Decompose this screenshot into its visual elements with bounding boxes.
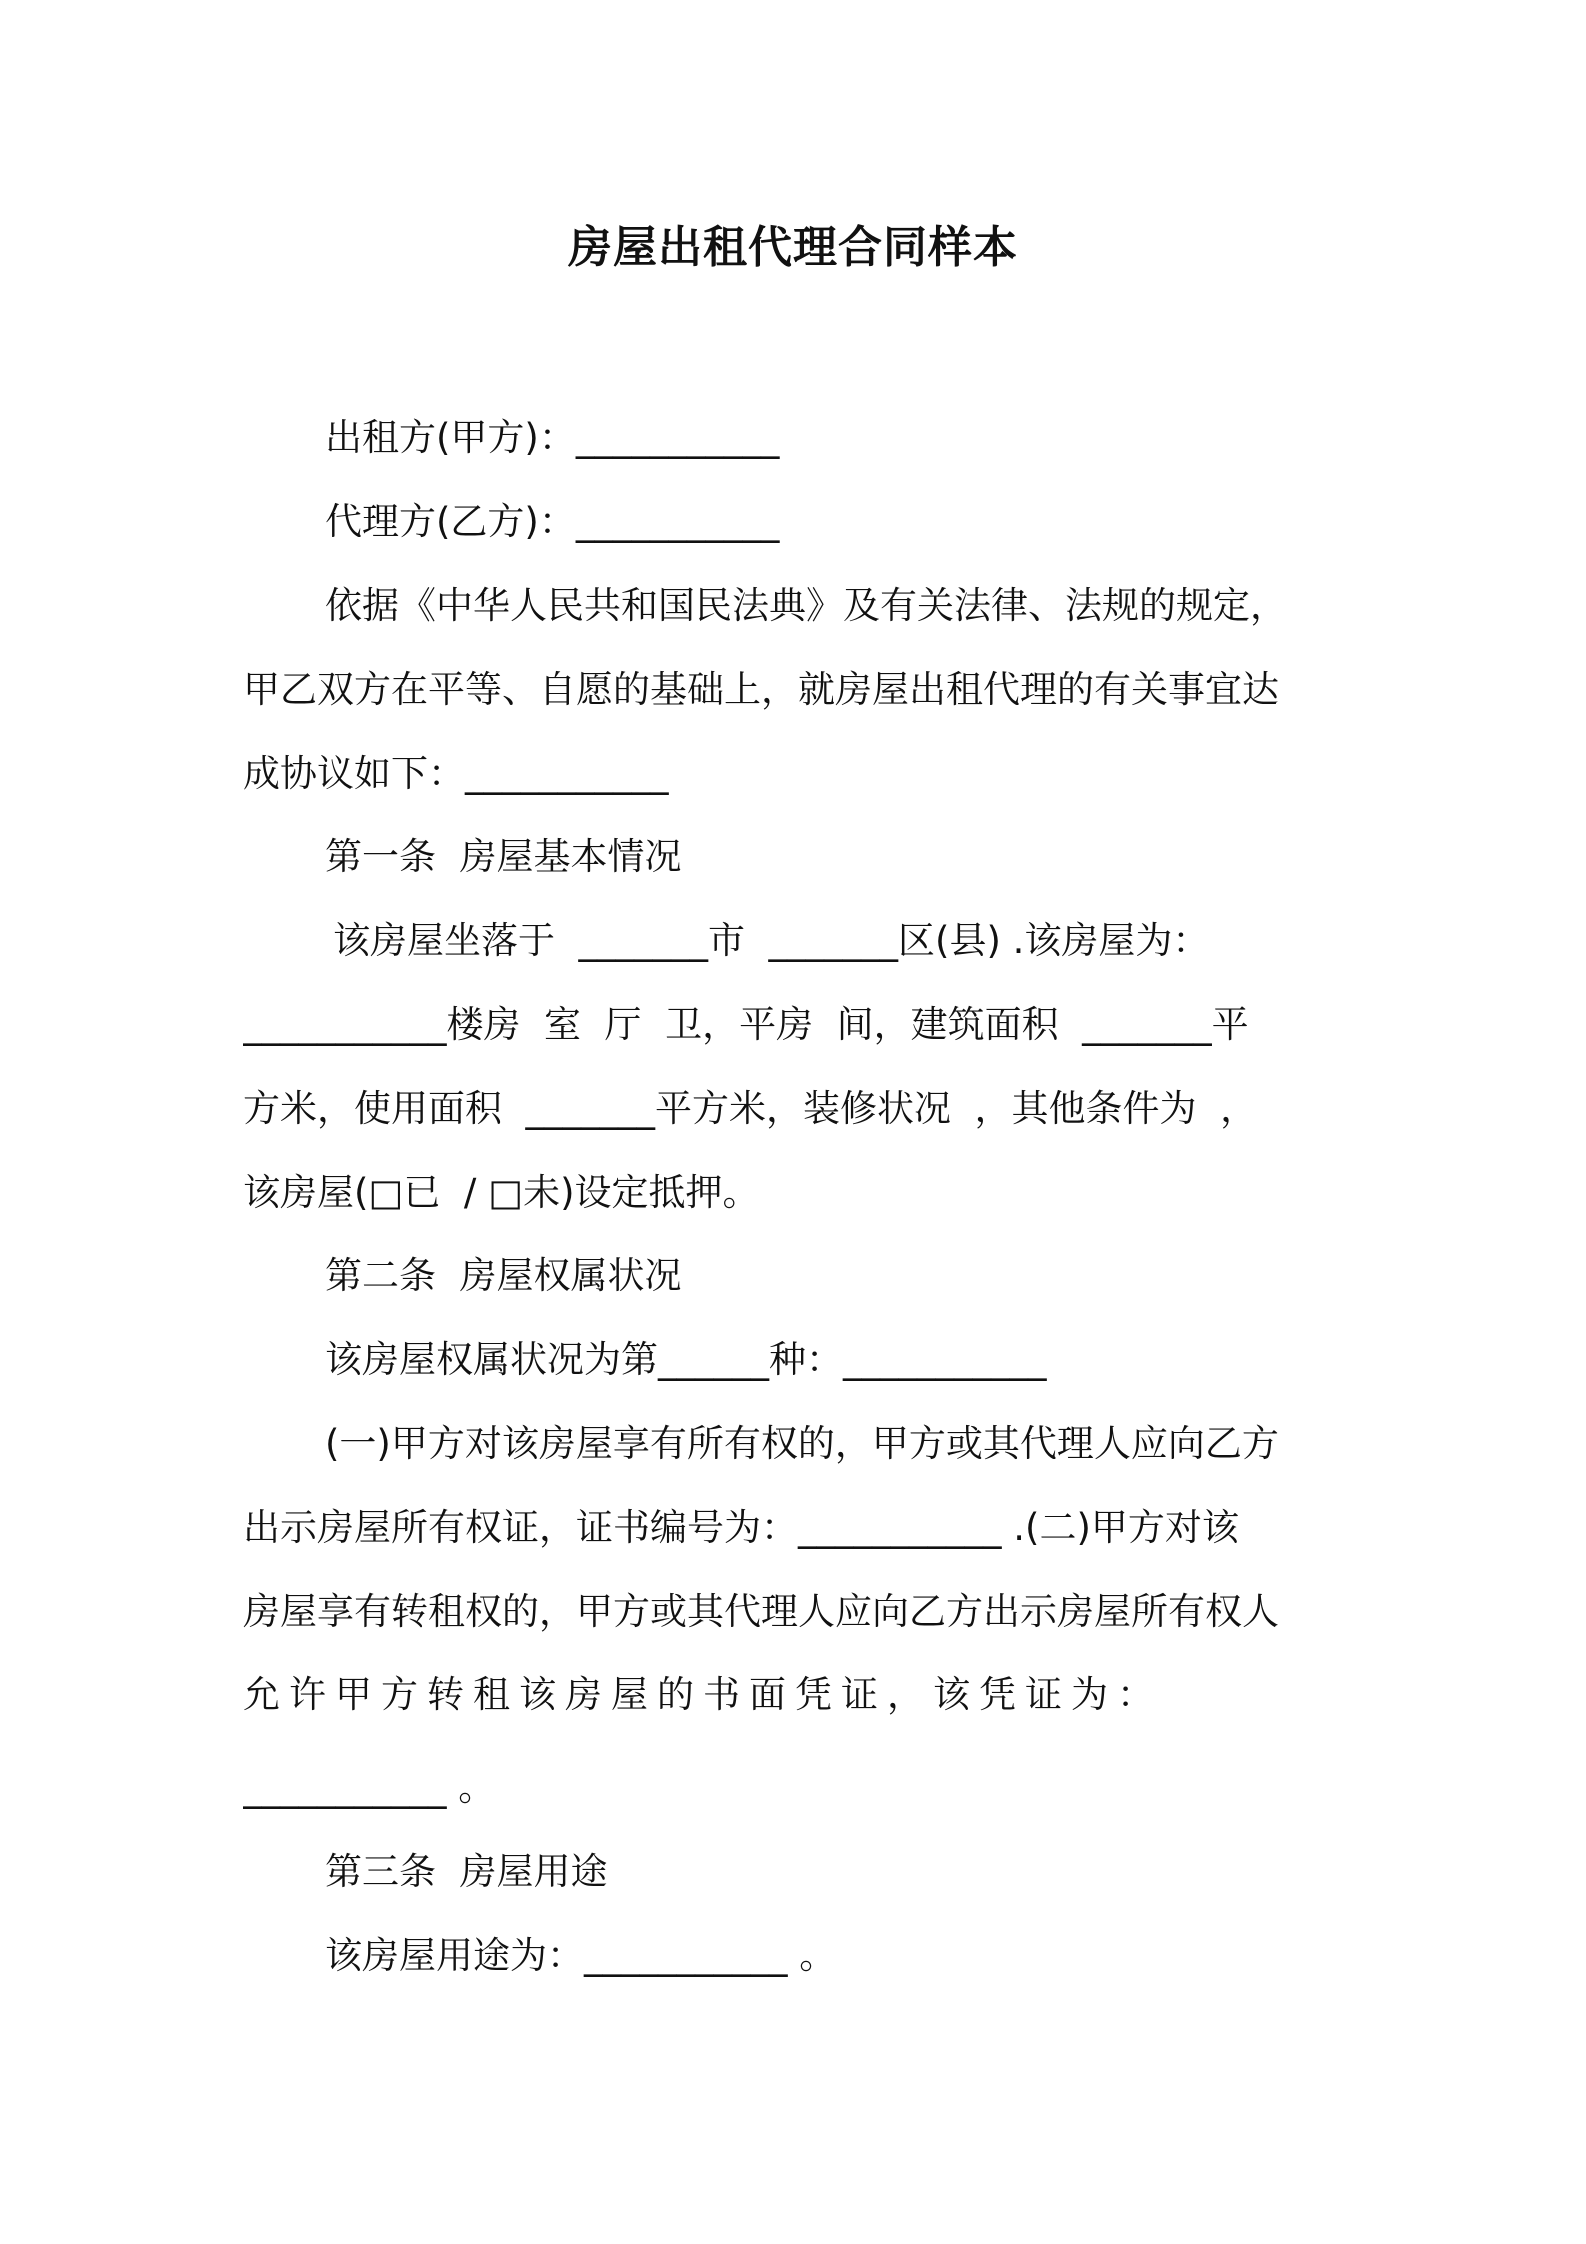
article-1-line-4: 该房屋(□已 / □未)设定抵押。 — [243, 1171, 760, 1214]
article-3-heading: 第三条 房屋用途 — [325, 1850, 608, 1893]
article-2-line-6: ___________ 。 — [243, 1766, 496, 1809]
article-2-line-5: 允许甲方转租该房屋的书面凭证，该凭证为： — [243, 1673, 1163, 1716]
article-1-heading: 第一条 房屋基本情况 — [325, 835, 682, 878]
preamble-line-1: 依据《中华人民共和国民法典》及有关法律、法规的规定， — [325, 584, 1287, 627]
article-3-line-1: 该房屋用途为：___________ 。 — [325, 1934, 837, 1977]
preamble-line-3: 成协议如下：___________ — [243, 752, 669, 795]
preamble-line-2: 甲乙双方在平等、自愿的基础上，就房屋出租代理的有关事宜达 — [243, 668, 1279, 711]
article-1-line-3: 方米，使用面积 _______平方米，装修状况 ，其他条件为 ， — [243, 1087, 1258, 1130]
article-2-line-4: 房屋享有转租权的，甲方或其代理人应向乙方出示房屋所有权人 — [243, 1590, 1279, 1633]
article-1-line-2: ___________楼房 室 厅 卫，平房 间，建筑面积 _______平 — [243, 1003, 1249, 1046]
article-1-line-1: 该房屋坐落于 _______市 _______区(县) .该房屋为： — [333, 919, 1210, 962]
article-2-line-1: 该房屋权属状况为第______种：___________ — [325, 1338, 1047, 1381]
document-title: 房屋出租代理合同样本 — [568, 222, 1018, 273]
article-2-heading: 第二条 房屋权属状况 — [325, 1254, 682, 1297]
article-2-line-2: (一)甲方对该房屋享有所有权的，甲方或其代理人应向乙方 — [325, 1422, 1279, 1465]
article-2-line-3: 出示房屋所有权证，证书编号为：___________ .(二)甲方对该 — [243, 1506, 1239, 1549]
agent-line: 代理方(乙方)：___________ — [325, 500, 780, 543]
lessor-line: 出租方(甲方)：___________ — [325, 416, 780, 459]
